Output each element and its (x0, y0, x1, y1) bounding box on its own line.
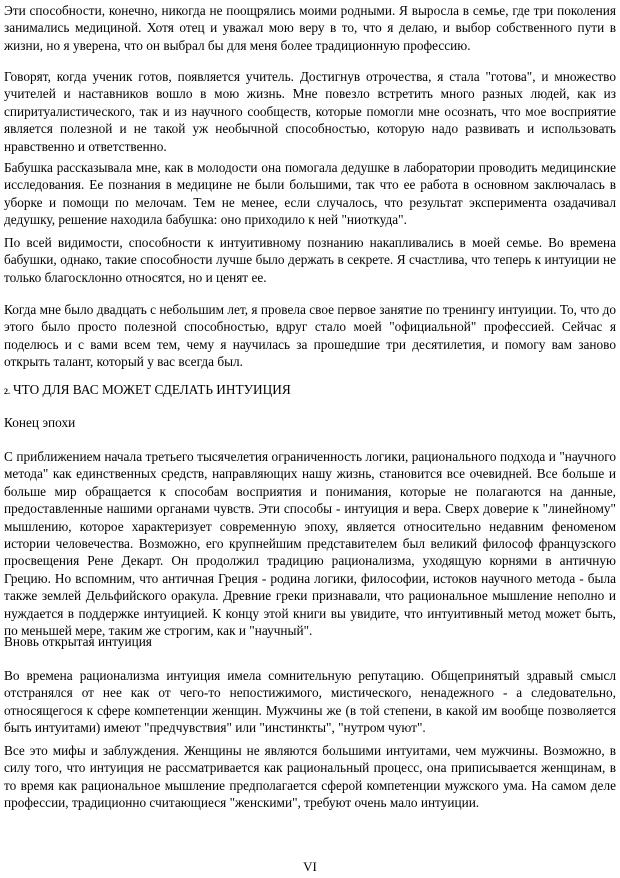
subheading-rediscovered-intuition: Вновь открытая интуиция (4, 634, 152, 649)
paragraph-rationalism: Во времена рационализма интуиция имела сомнительную репутацию. Общепринятый здравый смысл отстранялся от нее как от чего-то непостижимого, мистического, ненадежного - а следовательно, относящегося к сфере компетенции женщин. Мужчины же (в той степени, в какой им вообще позволяется быть интуитами) имеют "предчувствия" или "инстинкты", "нутром чуют". (4, 668, 616, 736)
paragraph-grandmother: Бабушка рассказывала мне, как в молодости она помогала дедушке в лаборатории проводить медицинские исследования. Ее познания в медицине не были большими, так что ее работа в основном заключалась в уборке и помощи по мелочам. Тем не менее, если случалось, что результат эксперимента озадачивал дедушку, решение находила бабушка: оно приходило к ней "ниоткуда". (4, 160, 616, 228)
subheading-end-of-era: Конец эпохи (4, 415, 76, 430)
paragraph-teachers: Говорят, когда ученик готов, появляется учитель. Достигнув отрочества, я стала "готова", и множество учителей и наставников вошло в мою жизнь. Мне повезло встретить много разных людей, как из спиритуалистического, так и из научного сообществ, которые помогли мне осознать, что мое восприятие является полезной и не такой уж необычной способностью, которую надо развивать и использовать нравственно и ответственно. (4, 69, 616, 154)
page-number: VI (303, 859, 317, 874)
section-title: ЧТО ДЛЯ ВАС МОЖЕТ СДЕЛАТЬ ИНТУИЦИЯ (13, 382, 291, 397)
paragraph-first-training: Когда мне было двадцать с небольшим лет, я провела свое первое занятие по тренингу интуиции. То, что до этого было просто полезной способностью, вдруг стало моей "официальной" профессией. Сейчас я поделюсь и с вами всем тем, чему я научилась за прошедшие три десятилетия, и помогу вам заново открыть талант, который у вас всегда был. (4, 302, 616, 370)
paragraph-myths: Все это мифы и заблуждения. Женщины не являются большими интуитами, чем мужчины. Возможно, в силу того, что интуиция не рассматривается как рациональный процесс, она приписывается женщинам, в то время как рациональное мышление предполагается сферой компетенции мужского ума. На самом деле профессии, традиционно считающиеся "женскими", требуют очень мало интуиции. (4, 743, 616, 811)
section-heading (4, 381, 616, 400)
paragraph-intuitive-abilities: По всей видимости, способности к интуитивному познанию накапливались в моей семье. Во времена бабушки, однако, такие способности лучше было держать в секрете. Я счастлива, что теперь к интуиции не только благосклонно относятся, но и ценят ее. (4, 235, 616, 285)
paragraph-family-medicine: Эти способности, конечно, никогда не поощрялись моими родными. Я выросла в семье, где три поколения занимались медициной. Хотя отец и уважал мою веру в то, что я делаю, и выбор собственного пути в жизни, но я уверена, что он выбрал бы для меня более традиционную профессию. (4, 3, 616, 53)
paragraph-limits-of-logic: С приближением начала третьего тысячелетия ограниченность логики, рационального подхода и "научного метода" как единственных средств, направляющих нашу жизнь, становится все очевидней. Все больше и больше мир обращается к способам восприятия и понимания, которые не полагаются на данные, предоставленные нашими органами чувств. Эти способы - интуиция и вера. Сверх доверие к "линейному" мышлению, которое характеризует современную эпоху, является относительно недавним феноменом истории человечества. Возможно, его крупнейшим представителем был великий философ французского просвещения Рене Декарт. Он продолжил традицию рационализма, уходящую корнями в античную Грецию. Но вспомним, что античная Греция - родина логики, философии, истоков научного метода - была также землей Дельфийского оракула. Древние греки признавали, что рациональное мышление неполно и нуждается в поддержке интуицией. К концу этой книги вы увидите, что интуитивный метод может быть, по меньшей мере, таким же строгим, как и "научный". (4, 449, 616, 639)
section-number: 2. (4, 387, 10, 396)
